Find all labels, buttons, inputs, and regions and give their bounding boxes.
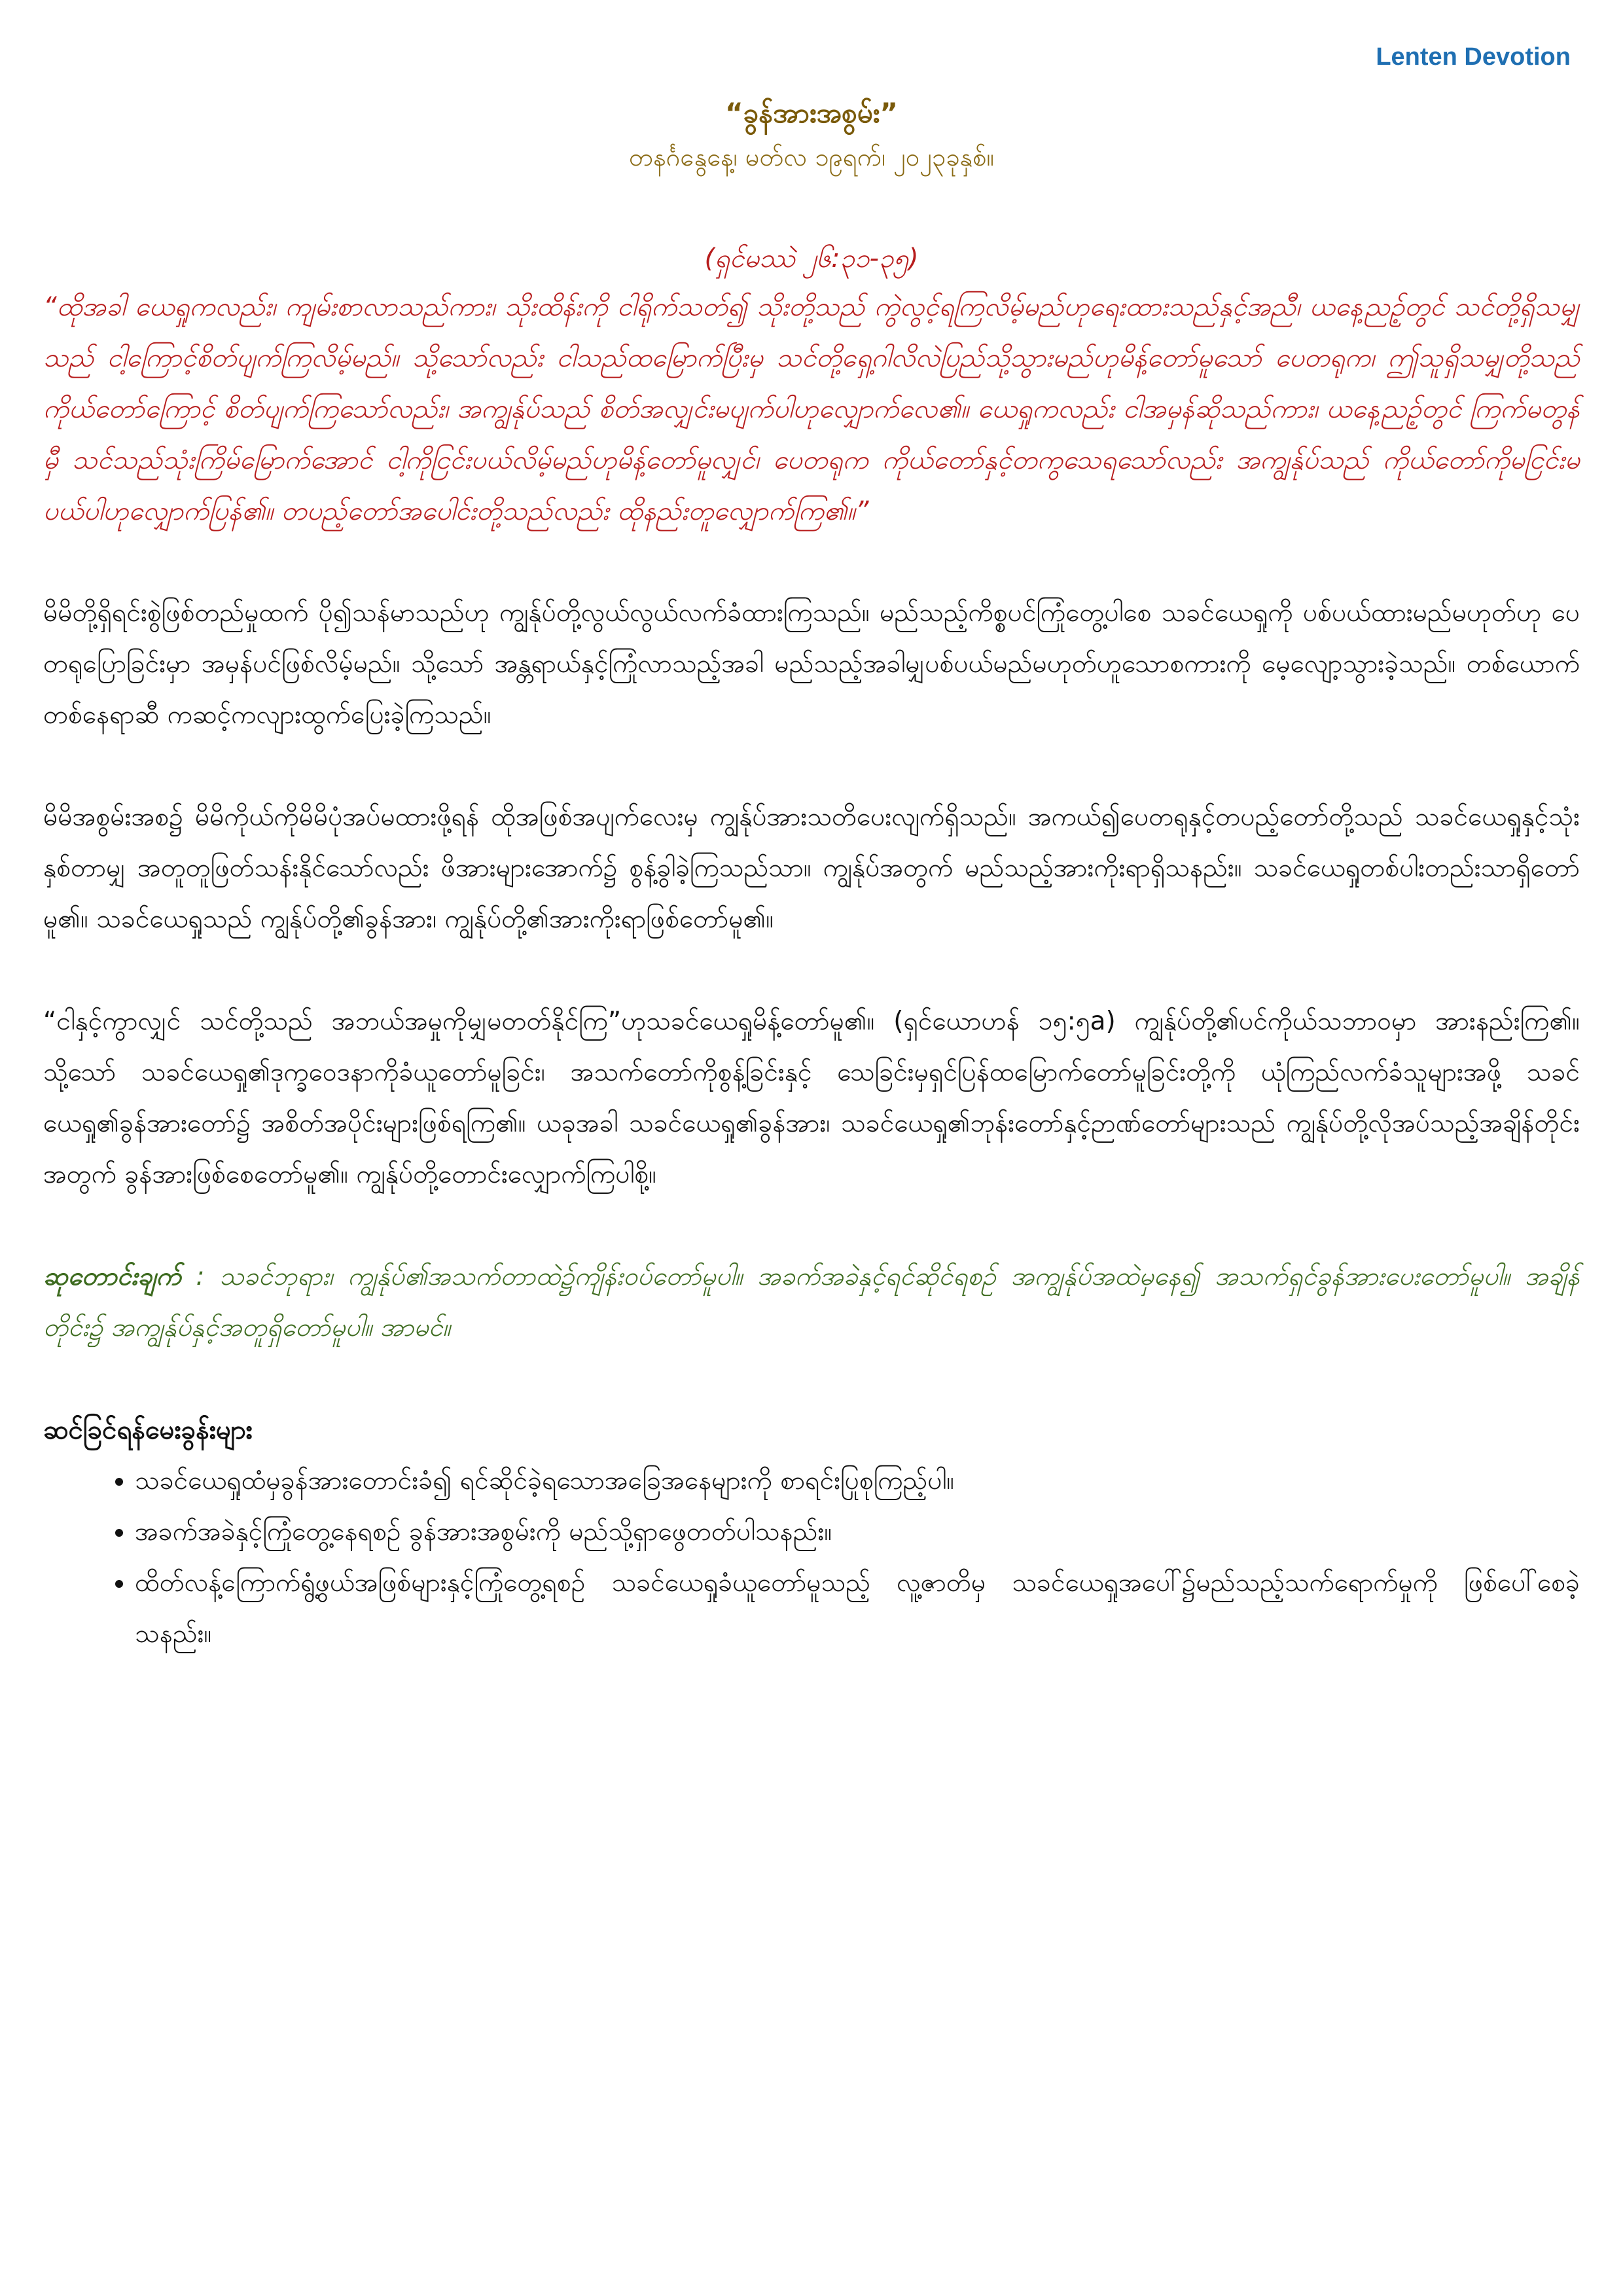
spacer bbox=[43, 537, 1580, 588]
title-block bbox=[0, 90, 1623, 178]
question-item: • သခင်ယေရှုထံမှခွန်အားတောင်းခံ၍ ရင်ဆိုင်ခဲ့ရသောအခြေအနေများကို စာရင်းပြုစုကြည့်ပါ။ bbox=[135, 1456, 1580, 1507]
header-tag: Lenten Devotion bbox=[1376, 43, 1571, 71]
spacer bbox=[43, 1354, 1580, 1405]
main-content bbox=[43, 236, 1580, 1660]
body-paragraph-3: “ငါနှင့်ကွာလျှင် သင်တို့သည် အဘယ်အမှုကိုမျှမတတ်နိုင်ကြ”ဟုသခင်ယေရှုမိန့်တော်မူ၏။ (ရှင်ယောဟန် ၁၅:၅a) ကျွန်ုပ်တို့၏ပင်ကိုယ်သဘာဝမှာ အားနည်းကြ၏။ သို့သော် သခင်ယေရှု၏ဒုက္ခဝေဒနာကိုခံယူတော်မူခြင်း၊ အသက်တော်ကိုစွန့်ခြင်းနှင့် သေခြင်းမှရှင်ပြန်ထမြောက်တော်မူခြင်းတို့ကို ယုံကြည်လက်ခံသူများအဖို့ သခင်ယေရှု၏ခွန်အားတော်၌ အစိတ်အပိုင်းများဖြစ်ရကြ၏။ ယခုအခါ သခင်ယေရှု၏ခွန်အား၊ သခင်ယေရှု၏ဘုန်းတော်နှင့်ဉာဏ်တော်များသည် ကျွန်ုပ်တို့လိုအပ်သည့်အချိန်တိုင်းအတွက် ခွန်အားဖြစ်စေတော်မူ၏။ ကျွန်ုပ်တို့တောင်းလျှောက်ကြပါစို့။ bbox=[43, 1007, 1580, 1189]
spacer bbox=[43, 741, 1580, 792]
scripture-text: “ထိုအခါ ယေရှုကလည်း၊ ကျမ်းစာလာသည်ကား၊ သိုးထိန်းကို ငါရိုက်သတ်၍ သိုးတို့သည် ကွဲလွင့်ရကြလိမ့်မည်ဟုရေးထားသည်နှင့်အညီ၊ ယနေ့ညဉ့်တွင် သင်တို့ရှိသမျှသည် ငါ့ကြောင့်စိတ်ပျက်ကြလိမ့်မည်။ သို့သော်လည်း ငါသည်ထမြောက်ပြီးမှ သင်တို့ရှေ့ဂါလိလဲပြည်သို့သွားမည်ဟုမိန့်တော်မူသော် ပေတရုက၊ ဤသူရှိသမျှတို့သည် ကိုယ်တော်ကြောင့် စိတ်ပျက်ကြသော်လည်း၊ အကျွန်ုပ်သည် စိတ်အလျှင်းမပျက်ပါဟုလျှောက်လေ၏။ ယေရှုကလည်း ငါအမှန်ဆိုသည်ကား၊ ယနေ့ညဉ့်တွင် ကြက်မတွန်မှီ သင်သည်သုံးကြိမ်မြောက်အောင် ငါ့ကိုငြင်းပယ်လိမ့်မည်ဟုမိန့်တော်မူလျှင်၊ ပေတရုက ကိုယ်တော်နှင့်တကွသေရသော်လည်း အကျွန်ုပ်သည် ကိုယ်တော်ကိုမငြင်းမပယ်ပါဟုလျှောက်ပြန်၏။ တပည့်တော်အပေါင်းတို့သည်လည်း ထိုနည်းတူလျှောက်ကြ၏။” bbox=[43, 292, 1580, 526]
prayer-separator: : bbox=[181, 1262, 220, 1291]
question-item: • ထိတ်လန့်ကြောက်ရွံ့ဖွယ်အဖြစ်များနှင့်ကြုံတွေ့ရစဉ် သခင်ယေရှုခံယူတော်မူသည့် လူ့ဇာတိမှ သခင်ယေရှုအပေါ်၌မည်သည့်သက်ရောက်မှုကို ဖြစ်ပေါ်စေခဲ့သနည်း။ bbox=[135, 1558, 1580, 1660]
spacer bbox=[43, 945, 1580, 996]
scripture-reference: (ရှင်မဿဲ ၂၆:၃၁-၃၅) bbox=[704, 243, 919, 274]
prayer bbox=[43, 1251, 1580, 1354]
questions-title: ဆင်ခြင်ရန်မေးခွန်းများ bbox=[43, 1415, 253, 1445]
page-title: “ခွန်အားအစွမ်း” bbox=[725, 97, 898, 129]
prayer-text: သခင်ဘုရား၊ ကျွန်ုပ်၏အသက်တာထဲ၌ကျိန်းဝပ်တော်မူပါ။ အခက်အခဲနှင့်ရင်ဆိုင်ရစဉ် အကျွန်ုပ်အထဲမှနေ၍ အသက်ရှင်ခွန်အားပေးတော်မူပါ။ အချိန်တိုင်း၌ အကျွန်ုပ်နှင့်အတူရှိတော်မူပါ။ အာမင်။ bbox=[43, 1262, 1580, 1342]
questions-list bbox=[43, 1456, 1580, 1660]
prayer-label: ဆုတောင်းချက် bbox=[43, 1262, 181, 1291]
body-paragraph-2: မိမိအစွမ်းအစ၌ မိမိကိုယ်ကိုမိမိပုံအပ်မထားဖို့ရန် ထိုအဖြစ်အပျက်လေးမှ ကျွန်ုပ်အားသတိပေးလျက်ရှိသည်။ အကယ်၍ပေတရုနှင့်တပည့်တော်တို့သည် သခင်ယေရှုနှင့်သုံးနှစ်တာမျှ အတူတူဖြတ်သန်းနိုင်သော်လည်း ဖိအားများအောက်၌ စွန့်ခွါခဲ့ကြသည်သာ။ ကျွန်ုပ်အတွက် မည်သည့်အားကိုးရာရှိသနည်း။ သခင်ယေရှုတစ်ပါးတည်းသာရှိတော်မူ၏။ သခင်ယေရှုသည် ကျွန်ုပ်တို့၏ခွန်အား၊ ကျွန်ုပ်တို့၏အားကိုးရာဖြစ်တော်မူ၏။ bbox=[43, 802, 1580, 934]
spacer bbox=[43, 1200, 1580, 1251]
question-item: • အခက်အခဲနှင့်ကြုံတွေ့နေရစဉ် ခွန်အားအစွမ်းကို မည်သို့ရှာဖွေတတ်ပါသနည်း။ bbox=[135, 1507, 1580, 1558]
devotion-date: တနင်္ဂနွေနေ့၊ မတ်လ ၁၉ရက်၊ ၂၀၂၃ခုနှစ်။ bbox=[629, 143, 994, 171]
body-paragraph-1: မိမိတို့ရှိရင်းစွဲဖြစ်တည်မှုထက် ပို၍သန်မာသည်ဟု ကျွန်ုပ်တို့လွယ်လွယ်လက်ခံထားကြသည်။ မည်သည့်ကိစ္စပင်ကြုံတွေ့ပါစေ သခင်ယေရှုကို ပစ်ပယ်ထားမည်မဟုတ်ဟု ပေတရုပြောခြင်းမှာ အမှန်ပင်ဖြစ်လိမ့်မည်။ သို့သော် အန္တရာယ်နှင့်ကြုံလာသည့်အခါ မည်သည့်အခါမျှပစ်ပယ်မည်မဟုတ်ဟူသောစကားကို မေ့လျော့သွားခဲ့သည်။ တစ်ယောက်တစ်နေရာဆီ ကဆင့်ကလျားထွက်ပြေးခဲ့ကြသည်။ bbox=[43, 598, 1580, 730]
